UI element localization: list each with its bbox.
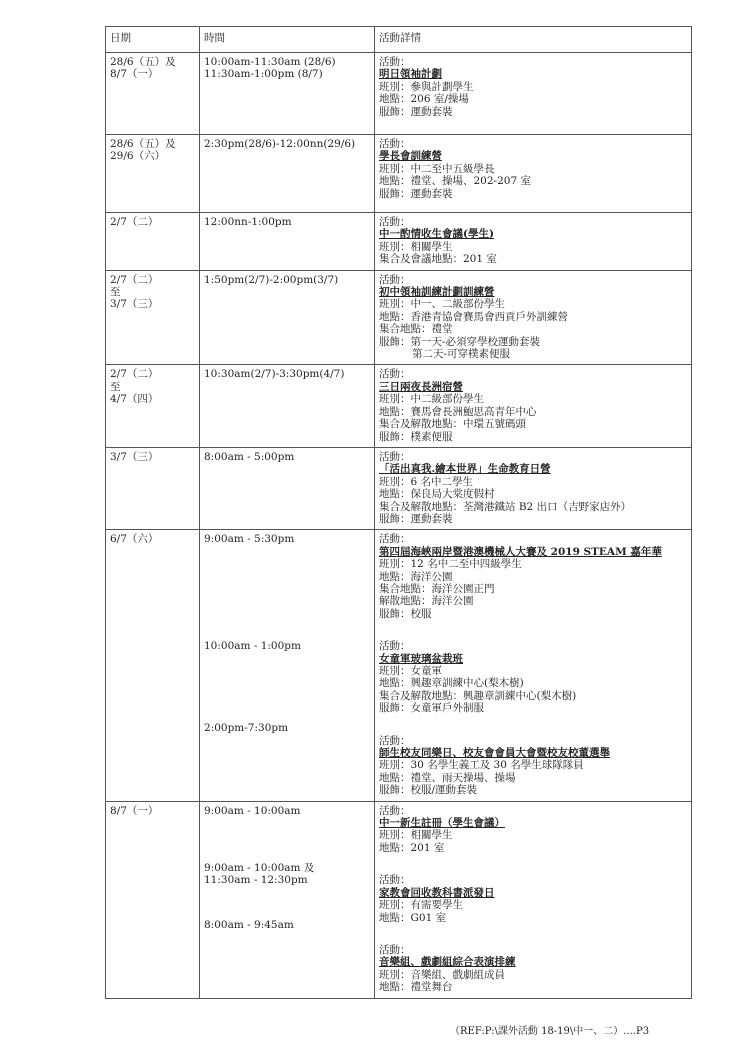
activity-detail: 地點：206 室/操場	[379, 93, 469, 106]
activity-block	[379, 805, 687, 855]
activity-block	[379, 874, 687, 924]
date-cell	[106, 213, 200, 271]
time-text: 1:50pm(2/7)-2:00pm(3/7)	[204, 273, 339, 286]
activity-title: 家教會回收教科書派發日	[379, 886, 495, 899]
time-text: 9:00am - 5:30pm	[204, 533, 295, 546]
date-text: 3/7（三）	[110, 450, 159, 463]
time-group	[204, 138, 370, 150]
table-header-row	[106, 27, 692, 53]
activity-heading	[379, 216, 687, 241]
activity-heading	[379, 274, 687, 299]
activity-detail: 服飾：運動套裝	[379, 105, 453, 118]
activity-detail: 集合及會議地點：201 室	[379, 253, 497, 266]
activity-label: 活動：	[379, 216, 411, 228]
time-text: 11:30am - 12:30pm	[204, 874, 308, 887]
time-group	[204, 274, 370, 286]
activity-detail: 服飾：女童軍戶外制服	[379, 702, 484, 715]
time-text: 10:00am - 1:00pm	[204, 640, 301, 653]
activity-title: 初中領袖訓練計劃訓練營	[379, 286, 495, 299]
activity-detail: 班別：30 名學生義工及 30 名學生球隊隊員	[379, 759, 584, 772]
time-text: 8:00am - 9:45am	[204, 919, 294, 932]
activity-detail: 地點：賽馬會長洲鮑思高青年中心	[379, 405, 537, 418]
time-text: 2:30pm(28/6)-12:00nn(29/6)	[204, 138, 356, 150]
activity-detail: 班別：中二至中五級學長	[379, 162, 495, 175]
time-text: 11:30am-1:00pm (8/7)	[204, 68, 323, 81]
date-text: 2/7（二）	[110, 273, 159, 286]
activity-detail: 服飾：樸素便服	[379, 430, 453, 443]
activity-detail: 班別：6 名中二學生	[379, 475, 474, 488]
time-group	[204, 722, 370, 734]
activity-title: 明日領袖計劃	[379, 68, 442, 81]
activity-block	[379, 368, 687, 442]
time-group	[204, 640, 370, 652]
date-text: 28/6（五）及	[110, 56, 176, 68]
activity-title: 中一酌情收生會議(學生)	[379, 228, 494, 241]
activity-block	[379, 451, 687, 525]
activity-detail: 班別：相關學生	[379, 829, 453, 842]
time-cell	[200, 270, 375, 365]
date-text: 2/7（二）	[110, 216, 159, 228]
time-group	[204, 216, 370, 228]
activity-heading	[379, 138, 687, 163]
time-text: 8:00am - 5:00pm	[204, 450, 295, 463]
activity-detail: 班別：參與計劃學生	[379, 80, 474, 93]
activity-block	[379, 216, 687, 266]
activity-detail: 地點：海洋公園	[379, 570, 453, 583]
activity-heading	[379, 944, 687, 969]
activity-title: 學長會訓練營	[379, 150, 442, 163]
activity-heading	[379, 533, 687, 558]
activity-detail: 班別：中二級部份學生	[379, 393, 484, 406]
time-text: 9:00am - 10:00am 及	[204, 861, 315, 874]
activity-detail: 服飾：第一天-必須穿學校運動套裝	[379, 335, 541, 348]
activity-label: 活動：	[379, 56, 411, 68]
activity-heading	[379, 451, 687, 476]
activity-detail: 班別：相關學生	[379, 240, 453, 253]
activity-title: 三日兩夜長洲宿營	[379, 380, 463, 393]
time-group	[204, 805, 370, 817]
activity-detail: 地點：禮堂舞台	[379, 981, 453, 994]
time-cell	[200, 213, 375, 271]
time-group	[204, 451, 370, 463]
activity-block	[379, 944, 687, 994]
activity-detail: 班別：12 名中二至中四級學生	[379, 558, 522, 571]
date-text: 至	[110, 286, 121, 299]
activity-detail: 地點：201 室	[379, 841, 445, 854]
activity-detail: 地點：香港青協會賽馬會西貢戶外訓練營	[379, 310, 568, 323]
activity-title: 中一新生註冊（學生會議）	[379, 817, 505, 830]
activity-label: 活動：	[379, 874, 411, 887]
time-text: 12:00nn-1:00pm	[204, 216, 292, 228]
activity-detail: 地點：保良局大棠度假村	[379, 488, 495, 501]
time-group	[204, 56, 370, 81]
activity-detail: 集合及解散地點：中環五號碼頭	[379, 418, 526, 431]
date-text: 8/7（一）	[110, 804, 159, 817]
activity-detail: 服飾：運動套裝	[379, 512, 453, 525]
date-text: 29/6（六）	[110, 150, 166, 163]
time-cell	[200, 53, 375, 135]
table-row	[106, 270, 692, 365]
activity-heading	[379, 874, 687, 899]
date-cell	[106, 530, 200, 801]
activity-label: 活動：	[379, 450, 411, 463]
date-cell	[106, 270, 200, 365]
activity-label: 活動：	[379, 804, 411, 817]
activity-block	[379, 533, 687, 620]
activity-detail: 服飾：校服/運動套裝	[379, 784, 478, 797]
date-cell	[106, 53, 200, 135]
activity-detail: 班別：女童軍	[379, 665, 442, 677]
activity-detail: 地點：G01 室	[379, 911, 447, 924]
activity-title: 第四屆海峽兩岸暨港澳機械人大賽及 2019 STEAM 嘉年華	[379, 545, 662, 558]
activity-detail: 解散地點：海洋公園	[379, 595, 474, 608]
details-cell	[375, 530, 692, 801]
activity-block	[379, 640, 687, 714]
details-cell	[375, 53, 692, 135]
activity-title: 「活出真我.繪本世界」生命教育日營	[379, 463, 551, 476]
activity-block	[379, 56, 687, 118]
table-row	[106, 365, 692, 447]
activity-detail: 班別：中一、二級部份學生	[379, 298, 505, 311]
activity-detail: 集合及解散地點：興趣章訓練中心(梨木樹)	[379, 689, 577, 702]
time-group	[204, 919, 370, 931]
activity-block	[379, 735, 687, 797]
activity-title: 女童軍玻璃盆栽班	[379, 652, 463, 665]
activity-label: 活動：	[379, 138, 411, 150]
time-cell	[200, 135, 375, 213]
table-row	[106, 213, 692, 271]
activity-heading	[379, 640, 687, 665]
date-text: 8/7（一）	[110, 68, 159, 81]
activity-detail-indented: 第二天-可穿樸素便服	[412, 348, 511, 361]
activity-detail: 集合地點：禮堂	[379, 323, 453, 336]
activity-title: 師生校友同樂日、校友會會員大會暨校友校董選舉	[379, 747, 610, 760]
time-cell	[200, 530, 375, 801]
activity-detail: 地點：禮堂、操場、202-207 室	[379, 175, 531, 188]
time-group	[204, 533, 370, 545]
activity-heading	[379, 735, 687, 760]
activity-detail: 班別：音樂組、戲劇組成員	[379, 968, 505, 981]
activity-detail: 地點：興趣章訓練中心(梨木樹)	[379, 677, 524, 690]
time-cell	[200, 365, 375, 447]
activity-detail: 集合地點：海洋公園正門	[379, 582, 495, 595]
details-cell	[375, 213, 692, 271]
activity-detail: 班別：有需要學生	[379, 899, 463, 912]
table-row	[106, 53, 692, 135]
time-group	[204, 368, 370, 380]
activity-label: 活動：	[379, 640, 411, 653]
activity-detail: 服飾：運動套裝	[379, 187, 453, 200]
time-cell	[200, 447, 375, 529]
time-text: 9:00am - 10:00am	[204, 804, 301, 817]
time-group	[204, 862, 370, 887]
header-time: 時間	[200, 27, 375, 53]
activity-heading	[379, 368, 687, 393]
table-row	[106, 135, 692, 213]
date-text: 3/7（三）	[110, 298, 159, 311]
table-row	[106, 801, 692, 998]
date-text: 2/7（二）	[110, 368, 159, 381]
date-cell	[106, 135, 200, 213]
table-row	[106, 530, 692, 801]
footer-reference: （REF:P:\課外活動 18-19\中一、二）....P3	[450, 1026, 650, 1037]
date-text: 28/6（五）及	[110, 138, 176, 150]
date-cell	[106, 365, 200, 447]
details-cell	[375, 270, 692, 365]
activity-heading	[379, 56, 687, 81]
date-cell	[106, 801, 200, 998]
activity-heading	[379, 805, 687, 830]
activity-detail: 集合及解散地點：荃灣港鐵站 B2 出口（吉野家店外）	[379, 500, 632, 513]
time-text: 10:30am(2/7)-3:30pm(4/7)	[204, 368, 345, 381]
date-text: 4/7（四）	[110, 393, 159, 406]
schedule-table	[105, 26, 692, 999]
date-cell	[106, 447, 200, 529]
time-text: 2:00pm-7:30pm	[204, 722, 289, 735]
activity-label: 活動：	[379, 734, 411, 747]
activity-label: 活動：	[379, 273, 411, 286]
activity-block	[379, 274, 687, 361]
details-cell	[375, 135, 692, 213]
header-details: 活動詳情	[375, 27, 692, 53]
activity-detail: 地點：禮堂、雨天操場、操場	[379, 771, 516, 784]
details-cell	[375, 447, 692, 529]
details-cell	[375, 801, 692, 998]
details-cell	[375, 365, 692, 447]
activity-block	[379, 138, 687, 200]
header-date: 日期	[106, 27, 200, 53]
activity-detail: 服飾：校服	[379, 607, 432, 620]
table-row	[106, 447, 692, 529]
activity-label: 活動：	[379, 943, 411, 956]
activity-label: 活動：	[379, 533, 411, 546]
time-text: 10:00am-11:30am (28/6)	[204, 56, 336, 68]
activity-label: 活動：	[379, 368, 411, 381]
activity-title: 音樂組、戲劇組綜合表演排練	[379, 956, 516, 969]
date-text: 至	[110, 380, 121, 393]
time-cell	[200, 801, 375, 998]
date-text: 6/7（六）	[110, 533, 159, 546]
